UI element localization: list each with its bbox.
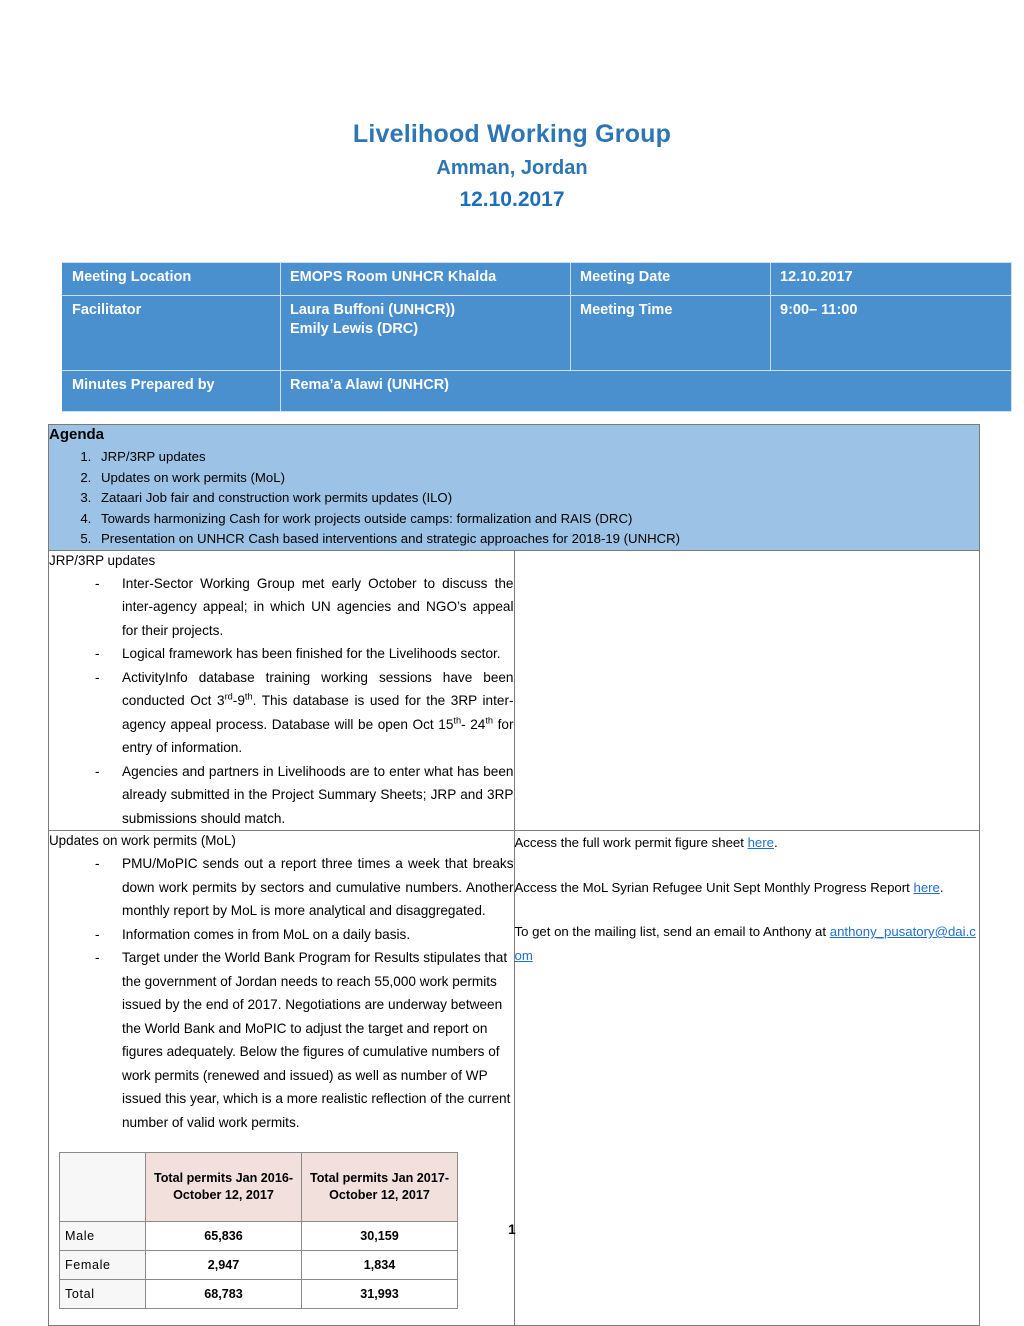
permits-table-head bbox=[60, 1153, 458, 1222]
meeting-time-value: 9:00– 11:00 bbox=[771, 296, 1012, 371]
ordinal-suffix: th bbox=[244, 691, 253, 702]
work-permits-row bbox=[49, 831, 980, 1326]
note-mol-report bbox=[515, 876, 980, 900]
permits-corner-header bbox=[60, 1153, 146, 1222]
permits-row-label-female: Female bbox=[60, 1251, 146, 1280]
agenda-row bbox=[49, 425, 980, 551]
ordinal-suffix: rd bbox=[224, 691, 233, 702]
activityinfo-text-2: -9 bbox=[232, 693, 245, 708]
permits-total-2016: 68,783 bbox=[146, 1280, 302, 1309]
page-title: Livelihood Working Group bbox=[352, 120, 672, 148]
facilitator-value bbox=[281, 296, 571, 371]
minutes-prepared-value: Rema’a Alawi (UNHCR) bbox=[281, 371, 1012, 412]
list-item: - Agencies and partners in Livelihoods are to enter what has been already submitted in the Project Summary Sheets; JRP and 3RP submissions should match. bbox=[95, 760, 514, 831]
jrp-bullet-list bbox=[49, 572, 514, 831]
table-row bbox=[60, 1280, 458, 1309]
list-item: 2. Updates on work permits (MoL) bbox=[95, 468, 979, 489]
table-row bbox=[60, 1153, 458, 1222]
table-row bbox=[60, 1251, 458, 1280]
document-header bbox=[0, 0, 1024, 215]
permits-female-2017: 1,834 bbox=[302, 1251, 458, 1280]
meeting-location-value: EMOPS Room UNHCR Khalda bbox=[281, 263, 571, 296]
section-heading-jrp: JRP/3RP updates bbox=[49, 552, 156, 568]
permits-col-header-1: Total permits Jan 2016- October 12, 2017 bbox=[146, 1153, 302, 1222]
ordinal-suffix: th bbox=[485, 714, 494, 725]
list-item-activityinfo bbox=[95, 666, 514, 760]
jrp-3rp-row bbox=[49, 550, 980, 831]
agenda-heading: Agenda bbox=[49, 426, 105, 443]
list-item: - Inter-Sector Working Group met early October to discuss the inter-agency appeal; in which UN agencies and NGO’s appeal for their projects. bbox=[95, 572, 514, 643]
meeting-time-label: Meeting Time bbox=[571, 296, 771, 371]
facilitator-name-1: Laura Buffoni (UNHCR)) bbox=[290, 302, 456, 318]
note-text-2: Access the MoL Syrian Refugee Unit Sept Monthly Progress Report bbox=[514, 879, 914, 895]
permits-row-label-total: Total bbox=[60, 1280, 146, 1309]
meeting-date-value: 12.10.2017 bbox=[771, 263, 1012, 296]
agenda-list bbox=[49, 447, 979, 550]
jrp-3rp-cell bbox=[49, 550, 515, 831]
minutes-prepared-label: Minutes Prepared by bbox=[63, 371, 281, 412]
permits-row-label-male: Male bbox=[60, 1222, 146, 1251]
activityinfo-text-4: - 24 bbox=[461, 716, 486, 732]
mol-progress-report-link[interactable]: here bbox=[913, 879, 940, 895]
table-row bbox=[63, 296, 1012, 371]
work-permits-notes-cell bbox=[514, 831, 980, 1326]
activityinfo-text-3: . This database is used for the 3RP inter-agency appeal process. Database will be open Oct 15 bbox=[122, 693, 514, 732]
list-item: 4. Towards harmonizing Cash for work projects outside camps: formalization and RAIS (DRC) bbox=[95, 509, 979, 530]
list-item: 5. Presentation on UNHCR Cash based interventions and strategic approaches for 2018-19 (UNHCR) bbox=[95, 529, 979, 550]
activityinfo-text-5: for entry of information. bbox=[122, 716, 514, 755]
note-text-3: To get on the mailing list, send an email to Anthony at bbox=[514, 924, 830, 939]
note-work-permit-sheet bbox=[515, 831, 980, 855]
work-permits-cell bbox=[49, 831, 515, 1326]
meeting-date-label: Meeting Date bbox=[571, 263, 771, 296]
activityinfo-text-1: ActivityInfo database training working sessions have been conducted Oct 3 bbox=[122, 669, 514, 708]
agenda-cell bbox=[49, 425, 980, 551]
permits-bullet-list bbox=[49, 852, 514, 1134]
permits-male-2016: 65,836 bbox=[146, 1222, 302, 1251]
work-permit-sheet-link[interactable]: here bbox=[747, 835, 774, 850]
page-subtitle: Amman, Jordan bbox=[436, 157, 588, 179]
list-item: 1. JRP/3RP updates bbox=[95, 447, 979, 468]
table-row bbox=[63, 263, 1012, 296]
list-item: 3. Zataari Job fair and construction work permits updates (ILO) bbox=[95, 488, 979, 509]
list-item: - Information comes in from MoL on a daily basis. bbox=[95, 923, 514, 947]
note-text-2-end: . bbox=[939, 879, 944, 895]
facilitator-label: Facilitator bbox=[63, 296, 281, 371]
anthony-email-link[interactable]: anthony_pusatory@dai.com bbox=[514, 924, 976, 963]
list-item: - Logical framework has been finished for the Livelihoods sector. bbox=[95, 642, 514, 666]
ordinal-suffix: th bbox=[453, 714, 462, 725]
minutes-content-table bbox=[48, 424, 980, 1326]
section-heading-permits: Updates on work permits (MoL) bbox=[49, 833, 236, 848]
table-row bbox=[63, 371, 1012, 412]
list-item: - PMU/MoPIC sends out a report three times a week that breaks down work permits by sectors and cumulative numbers. Another monthly report by MoL is more analytical and disaggregated. bbox=[95, 852, 514, 923]
permits-total-2017: 31,993 bbox=[302, 1280, 458, 1309]
note-mailing-list bbox=[515, 920, 980, 967]
note-text-1-end: . bbox=[773, 835, 778, 850]
permits-col-header-2: Total permits Jan 2017- October 12, 2017 bbox=[302, 1153, 458, 1222]
page-date: 12.10.2017 bbox=[459, 188, 565, 211]
meeting-info-table bbox=[62, 262, 1012, 412]
jrp-3rp-notes-cell bbox=[514, 550, 980, 831]
permits-male-2017: 30,159 bbox=[302, 1222, 458, 1251]
page-number-footer: 1 bbox=[508, 1222, 516, 1237]
permits-female-2016: 2,947 bbox=[146, 1251, 302, 1280]
meeting-location-label: Meeting Location bbox=[63, 263, 281, 296]
list-item: - Target under the World Bank Program for Results stipulates that the government of Jordan needs to reach 55,000 work permits issued by the end of 2017. Negotiations are underway between the World Bank and MoPIC to adjust the target and report on figures adequately. Below the figures of cumulative numbers of work permits (renewed and issued) as well as number of WP issued this year, which is a more realistic reflection of the current number of valid work permits. bbox=[95, 946, 514, 1134]
facilitator-name-2: Emily Lewis (DRC) bbox=[290, 321, 419, 337]
note-text-1: Access the full work permit figure sheet bbox=[514, 835, 748, 850]
